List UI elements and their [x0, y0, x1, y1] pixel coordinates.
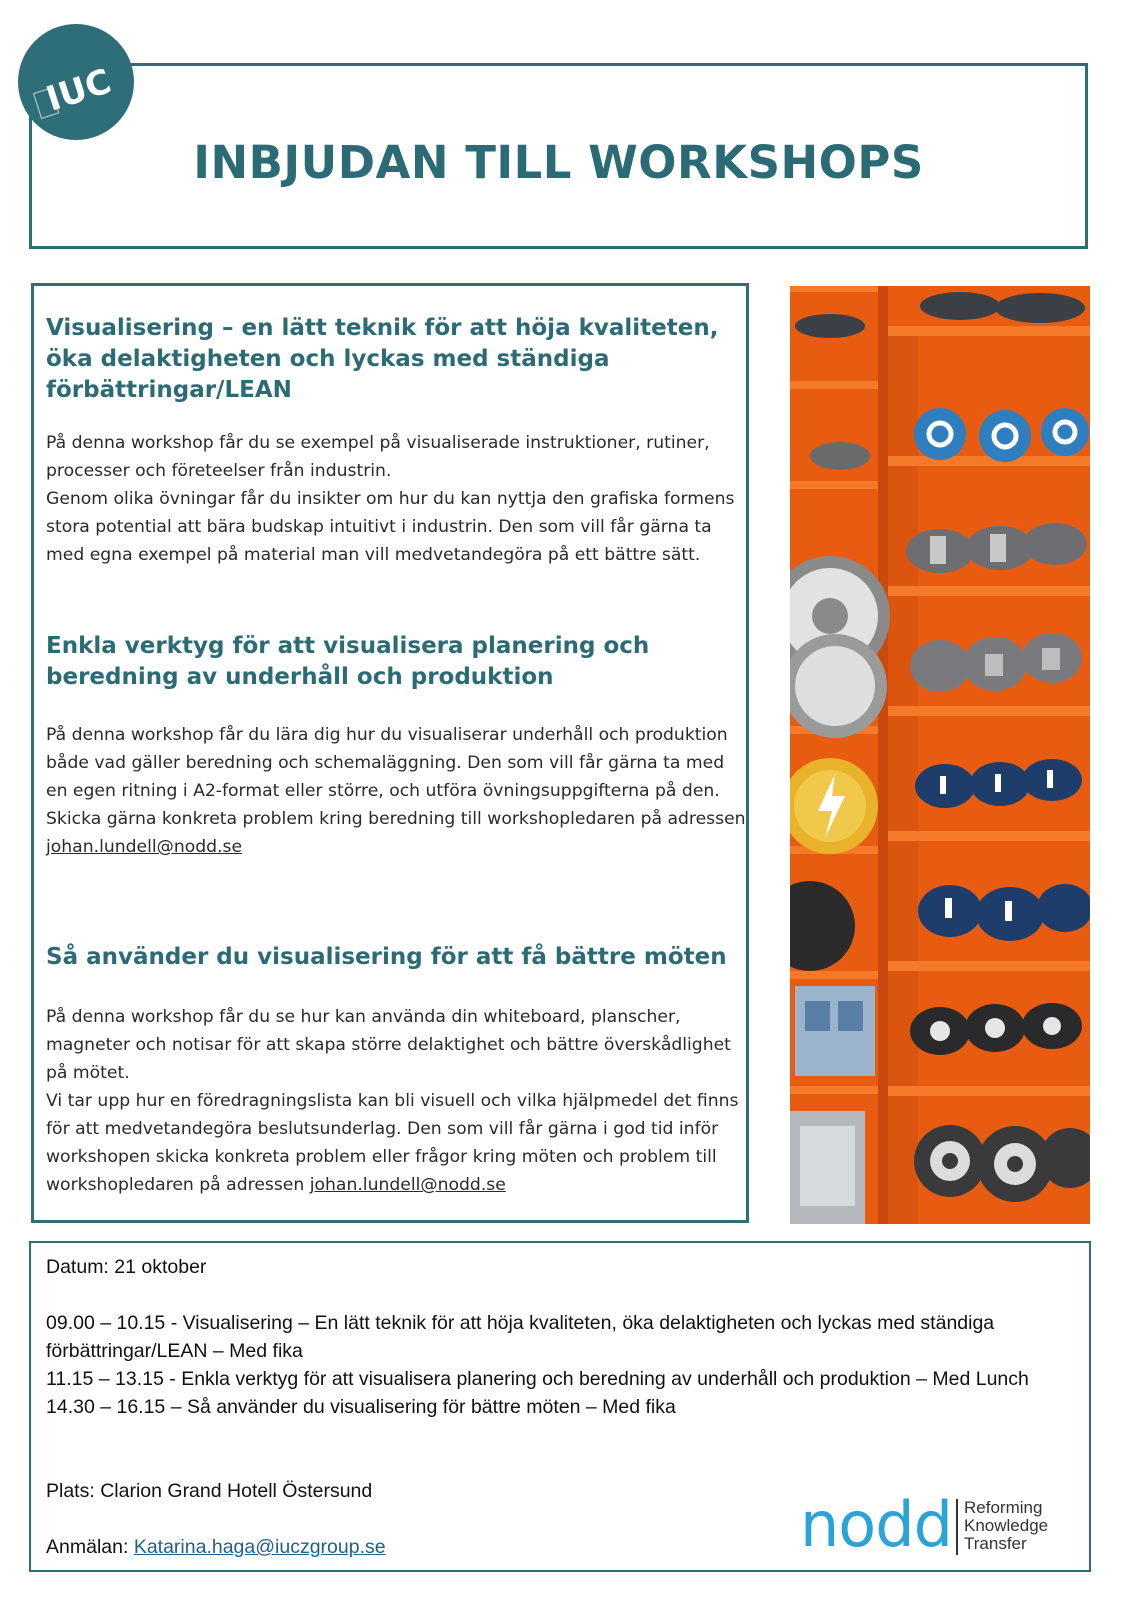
magnets-photo: [790, 286, 1090, 1224]
section-3-paragraph-2: [46, 1087, 746, 1199]
section-heading-1: Visualisering – en lätt teknik för att höja kvaliteten, öka delaktigheten och lyckas med ständiga förbättringar/LEAN: [46, 315, 719, 403]
page-title: INBJUDAN TILL WORKSHOPS: [193, 136, 924, 189]
date-value: 21 oktober: [114, 1256, 207, 1278]
section-3-paragraph-2-text: Vi tar upp hur en föredragningslista kan bli visuell och vilka hjälpmedel det finns för att medvetandegöra beslutsunderlag. Den som vill får gärna i god tid inför workshopen skicka konkreta problem eller frågor kring möten och problem till workshopledaren på adressen: [46, 1091, 739, 1195]
schedule-separator: -: [163, 1368, 182, 1390]
iuc-logo-icon: [18, 24, 134, 140]
place-label: Plats:: [46, 1480, 95, 1502]
schedule-text: Så använder du visualisering för bättre möten – Med fika: [186, 1396, 676, 1418]
signup-label: Anmälan:: [46, 1536, 129, 1558]
schedule-time: 09.00 – 10.15: [46, 1312, 166, 1334]
section-2-paragraph-2-text: Skicka gärna konkreta problem kring beredning till workshopledaren på adressen: [46, 809, 746, 829]
nodd-logo-icon: [800, 1493, 1060, 1563]
section-heading-2: Enkla verktyg för att visualisera planering och beredning av underhåll och produktion: [46, 633, 650, 690]
place-value: Clarion Grand Hotell Östersund: [100, 1480, 373, 1502]
signup-email-link[interactable]: Katarina.haga@iuczgroup.se: [133, 1536, 386, 1558]
schedule-separator: -: [165, 1312, 183, 1334]
iuc-logo: [18, 24, 134, 140]
contact-email-link[interactable]: johan.lundell@nodd.se: [309, 1175, 506, 1195]
date-label: Datum:: [46, 1256, 109, 1278]
iuc-logo-text: IUC: [41, 61, 116, 120]
section-2-paragraph-1: På denna workshop får du lära dig hur du visualiserar underhåll och produktion både vad gäller beredning och schemaläggning. Den som vill får gärna ta med en egen ritning i A2-format eller större, och utföra övningsuppgifterna på den.: [46, 725, 728, 801]
nodd-tagline-line: Knowledge: [964, 1516, 1049, 1535]
schedule-time: 14.30 – 16.15 –: [46, 1396, 182, 1418]
schedule-time: 11.15 – 13.15: [46, 1368, 164, 1390]
schedule-item: [46, 1365, 1076, 1393]
contact-email-link[interactable]: johan.lundell@nodd.se: [46, 837, 243, 857]
section-heading-3: Så använder du visualisering för att få bättre möten: [46, 944, 727, 970]
date-line: [46, 1253, 1076, 1281]
section-3-paragraph-1: På denna workshop får du se hur kan använda din whiteboard, planscher, magneter och notisar för att skapa större delaktighet och bättre överskådlighet på mötet.: [46, 1007, 731, 1083]
nodd-tagline-line: Reforming: [964, 1498, 1043, 1517]
nodd-tagline-line: Transfer: [964, 1534, 1027, 1553]
schedule-item: [46, 1393, 1076, 1421]
schedule: [46, 1309, 1076, 1421]
schedule-item: [46, 1309, 1076, 1365]
schedule-text: Visualisering – En lätt teknik för att höja kvaliteten, öka delaktigheten och lyckas med ständiga förbättringar/LEAN – Med fika: [46, 1312, 995, 1362]
magnets-photo-image: [790, 286, 1090, 1224]
nodd-wordmark: nodd: [800, 1493, 952, 1561]
workshops-content: [31, 283, 749, 1223]
section-body-1: [46, 429, 746, 569]
schedule-text: Enkla verktyg för att visualisera planering och beredning av underhåll och produktion – Med Lunch: [181, 1368, 1029, 1390]
section-body-2: [46, 721, 746, 861]
header-frame: [29, 63, 1088, 249]
section-1-paragraph-1: På denna workshop får du se exempel på visualiserade instruktioner, rutiner, processer och företeelser från industrin.: [46, 433, 710, 481]
section-1-paragraph-2: Genom olika övningar får du insikter om hur du kan nyttja den grafiska formens stora potential att bära budskap intuitivt i industrin. Den som vill får gärna ta med egna exempel på material man vill medvetandegöra på ett bättre sätt.: [46, 489, 735, 565]
section-2-paragraph-2: [46, 805, 746, 861]
nodd-logo: [800, 1493, 1060, 1563]
section-body-3: [46, 1003, 746, 1199]
